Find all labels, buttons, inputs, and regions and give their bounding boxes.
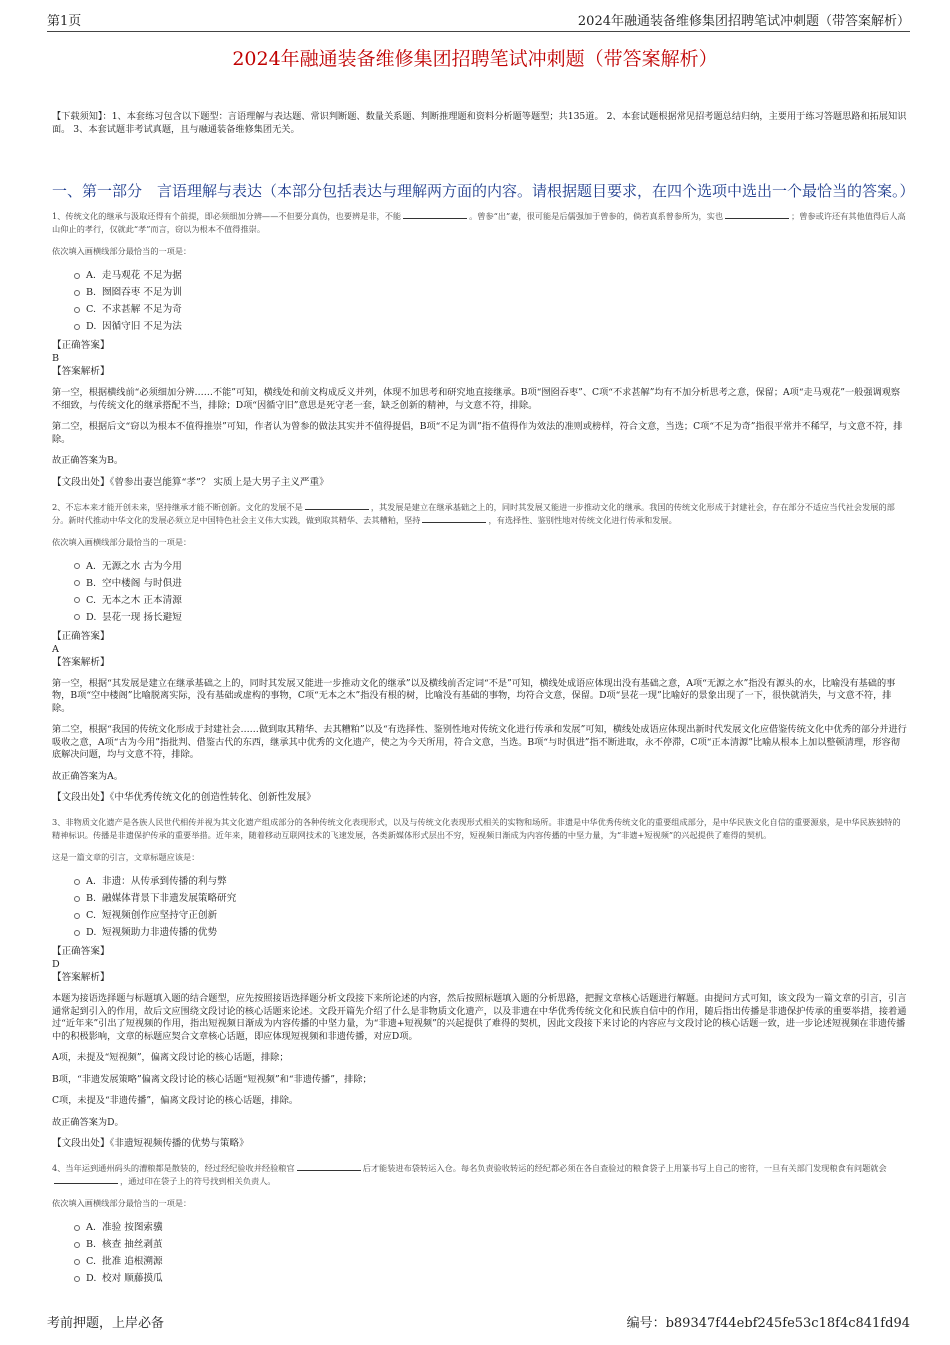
option-text: 融媒体背景下非遗发展策略研究 <box>102 893 237 904</box>
question-prompt: 依次填入画横线部分最恰当的一项是： <box>52 536 192 547</box>
explanation-paragraph: 第一空，根据“其发展是建立在继承基础之上的，同时其发展又能进一步推动文化的继承”以及横线前否定词“不是”可知，横线处成语应体现出没有基础之意，A项“无源之水”指没有源头的水，比喻没有基础的事物，B项“空中楼阁”比喻脱离实际，没有基础或虚构的事物，C项“无本之木”指没有根的树，比喻没有基础的事物，均符合文意，保留。D项“昙花一现”比喻好的景象出现了一下，很快就消失，与文意不符，排除。 <box>52 677 896 714</box>
correct-answer: D <box>52 959 60 970</box>
question-2 <box>52 501 908 805</box>
radio-icon[interactable] <box>74 896 80 902</box>
document-id: 编号：b89347f44ebf245fe53c18f4c841fd94 <box>626 1316 910 1331</box>
radio-icon[interactable] <box>74 324 80 330</box>
answer-blank <box>725 210 789 219</box>
explanation-paragraph: 第二空，根据“我国的传统文化形成于封建社会……做到取其精华、去其糟粕”以及“有选择性、鉴别性地对传统文化进行传承和发展”可知，横线处成语应体现出新时代发展文化应借鉴传统文化中优秀的部分并进行吸收之意，A项“古为今用”指批判、借鉴古代的东西，继承其中优秀的文化遗产，使之为今天所用，符合文意，当选。B项“与时俱进”指不断进取，永不停滞，C项“正本清源”比喻从根本上加以整顿清理，形容彻底解决问题，均与文意不符，排除。 <box>52 724 907 760</box>
radio-icon[interactable] <box>74 913 80 919</box>
question-4 <box>52 1162 908 1287</box>
correct-answer-label: 【正确答案】 <box>52 946 110 957</box>
option-letter: D. <box>86 927 97 938</box>
option-letter: B. <box>86 893 97 904</box>
explanation-paragraph: 故正确答案为B。 <box>52 455 124 466</box>
radio-icon[interactable] <box>74 1225 80 1231</box>
option-text: 短视频助力非遗传播的优势 <box>102 927 218 938</box>
answer-blank <box>403 210 467 219</box>
explanation-paragraph: 故正确答案为D。 <box>52 1116 124 1128</box>
option-c[interactable] <box>74 1253 908 1270</box>
question-prompt: 依次填入画横线部分最恰当的一项是： <box>52 246 192 256</box>
option-list <box>74 267 908 335</box>
option-a[interactable] <box>74 1219 908 1236</box>
question-3 <box>52 816 908 1150</box>
passage-source: 【文段出处】《非遗短视频传播的优势与策略》 <box>52 1138 249 1149</box>
question-text-part: ；曾参或许还有其他值得后人高山仰止的孝行，仅就此“孝”而言，窃以为根本不值得推崇。 <box>52 211 906 234</box>
question-text: 3、非物质文化遗产是各族人民世代相传并视为其文化遗产组成部分的各种传统文化表现形式，以及与传统文化表现形式相关的实物和场所。非遗是中华优秀传统文化的重要组成部分，是中华民族文化自信的重要源泉，是中华民族独特的精神标识。传播是非遗保护传承的重要举措。近年来，随着移动互联网技术的飞速发展，各类新媒体形式层出不穷，短视频日渐成为内容传播的中坚力量，为“非遗+短视频”的兴起提供了难得的契机。 <box>52 817 901 840</box>
option-c[interactable] <box>74 907 908 924</box>
document-body <box>52 110 915 1291</box>
footer-slogan: 考前押题，上岸必备 <box>47 1316 165 1331</box>
option-letter: D. <box>86 1273 97 1284</box>
option-letter: A. <box>86 270 96 281</box>
radio-icon[interactable] <box>74 614 80 620</box>
option-c[interactable] <box>74 592 908 609</box>
page-header <box>47 10 910 32</box>
option-letter: C. <box>86 304 97 315</box>
option-b[interactable] <box>74 1236 908 1253</box>
option-text: 核查 抽丝剥茧 <box>102 1239 163 1250</box>
correct-answer-label: 【正确答案】 <box>52 340 110 351</box>
explanation-paragraph: B项，“非遗发展策略”偏离文段讨论的核心话题“短视频”和“非遗传播”，排除； <box>52 1073 372 1085</box>
option-letter: C. <box>86 1256 97 1267</box>
question-text-part: ，通过印在袋子上的符号找到相关负责人。 <box>120 1176 276 1186</box>
explanation-paragraph: A项，未提及“短视频”，偏离文段讨论的核心话题，排除； <box>52 1052 289 1063</box>
page-footer <box>47 1312 910 1331</box>
option-text: 因循守旧 不足为法 <box>102 321 182 332</box>
option-text: 不求甚解 不足为奇 <box>102 304 182 315</box>
correct-answer: A <box>52 643 59 655</box>
option-letter: C. <box>86 910 97 921</box>
option-list <box>74 558 908 626</box>
option-text: 校对 顺藤摸瓜 <box>102 1273 163 1284</box>
option-list <box>74 1219 908 1287</box>
option-d[interactable] <box>74 609 908 626</box>
answer-blank <box>54 1175 118 1184</box>
option-text: 准验 按图索骥 <box>102 1222 163 1233</box>
analysis-label: 【答案解析】 <box>52 972 110 983</box>
explanation-paragraph: C项，未提及“非遗传播”，偏离文段讨论的核心话题，排除。 <box>52 1095 299 1106</box>
question-text <box>52 210 908 236</box>
radio-icon[interactable] <box>74 1242 80 1248</box>
question-text-part: ，有选择性、鉴别性地对传统文化进行传承和发展。 <box>488 514 677 525</box>
question-text <box>52 501 908 527</box>
option-c[interactable] <box>74 301 908 318</box>
correct-answer: B <box>52 353 60 364</box>
option-letter: A. <box>86 876 96 887</box>
radio-icon[interactable] <box>74 879 80 885</box>
correct-answer-label: 【正确答案】 <box>52 630 110 642</box>
radio-icon[interactable] <box>74 563 80 569</box>
option-letter: B. <box>86 287 97 298</box>
question-prompt: 依次填入画横线部分最恰当的一项是： <box>52 1198 192 1208</box>
option-b[interactable] <box>74 575 908 592</box>
question-text <box>52 1162 908 1188</box>
option-letter: B. <box>86 577 97 589</box>
answer-blank <box>297 1162 361 1171</box>
question-1 <box>52 210 908 489</box>
question-text-part: 。曾参“出”妻，很可能是后儒强加于曾参的，倘若真系曾参所为，实也 <box>469 211 724 221</box>
option-letter: B. <box>86 1239 97 1250</box>
radio-icon[interactable] <box>74 1259 80 1265</box>
option-text: 囫囵吞枣 不足为训 <box>102 287 182 298</box>
option-text: 短视频创作应坚持守正创新 <box>102 910 218 921</box>
option-letter: A. <box>86 560 96 572</box>
option-b[interactable] <box>74 284 908 301</box>
passage-source: 【文段出处】《中华优秀传统文化的创造性转化、创新性发展》 <box>52 792 316 803</box>
option-b[interactable] <box>74 890 908 907</box>
option-d[interactable] <box>74 1270 908 1287</box>
option-text: 昙花一现 扬长避短 <box>102 611 182 623</box>
radio-icon[interactable] <box>74 597 80 603</box>
radio-icon[interactable] <box>74 1276 80 1282</box>
explanation-paragraph: 第二空，根据后文“窃以为根本不值得推崇”可知，作者认为曾参的做法其实并不值得提倡，B项“不足为训”指不值得作为效法的准则或榜样，符合文意，当选；C项“不足为奇”指很平常并不稀罕，与文意不符，排除。 <box>52 421 903 445</box>
option-letter: C. <box>86 594 97 606</box>
option-d[interactable] <box>74 924 908 941</box>
answer-blank <box>305 501 369 510</box>
radio-icon[interactable] <box>74 273 80 279</box>
option-letter: D. <box>86 321 97 332</box>
explanation-paragraph: 第一空，根据横线前“必须细加分辨……不能”可知，横线处和前文构成反义并列，体现不加思考和研究地直接继承。B项“囫囵吞枣”、C项“不求甚解”均有不加分析思考之意，保留；A项“走马观花”一般强调观察不细致，与传统文化的继承搭配不当，排除；D项“因循守旧”意思是死守老一套，缺乏创新的精神，与文意不符，排除。 <box>52 387 901 411</box>
analysis-label: 【答案解析】 <box>52 656 110 668</box>
option-a[interactable] <box>74 267 908 284</box>
radio-icon[interactable] <box>74 930 80 936</box>
question-text-part: 4、当年运到通州码头的漕粮都是散装的，经过经纪验收并经验粮官 <box>52 1163 295 1173</box>
option-text: 无源之水 古为今用 <box>102 560 182 572</box>
option-d[interactable] <box>74 318 908 335</box>
radio-icon[interactable] <box>74 307 80 313</box>
question-text-part: 后才能装进布袋转运入仓。每名负责验收转运的经纪都必须在各自查验过的粮食袋子上用篆书写上自己的密符，一旦有关部门发现粮食有问题就会 <box>362 1163 887 1173</box>
option-a[interactable] <box>74 558 908 575</box>
question-text-part: 2、不忘本来才能开创未来，坚持继承才能不断创新。文化的发展不是 <box>52 501 303 512</box>
option-text: 批准 追根溯源 <box>102 1256 163 1267</box>
document-title: 2024年融通装备维修集团招聘笔试冲刺题（带答案解析） <box>232 48 718 70</box>
explanation-paragraph: 故正确答案为A。 <box>52 770 123 782</box>
explanation-paragraph: 本题为接语选择题与标题填入题的结合题型，应先按照接语选择题分析文段接下来所论述的内容，然后按照标题填入题的分析思路，把握文章核心话题进行解题。由提问方式可知，该文段为一篇文章的引言，引言通常起到引入的作用，故后文应围绕文段讨论的核心话题来论述。文段开篇先介绍了什么是非物质文化遗产，以及非遗在中华优秀传统文化和民族自信中的作用，随后指出传播是非遗保护传承的重要举措，接着通过“近年来”引出了短视频的作用，指出短视频日渐成为内容传播的中坚力量，为“非遗+短视频”的兴起提供了难得的契机，因此文段接下来讨论的内容应与文段讨论的核心话题一致，进一步论述短视频在非遗传播中的积极影响，文章的标题应契合文章核心话题，即应体现短视频和非遗传播，对应D项。 <box>52 993 907 1042</box>
option-list <box>74 873 908 941</box>
answer-blank <box>422 514 486 523</box>
passage-source: 【文段出处】《曾参出妻岂能算“孝”？ 实质上是大男子主义严重》 <box>52 476 329 488</box>
analysis-label: 【答案解析】 <box>52 366 110 377</box>
option-text: 无本之木 正本清源 <box>102 594 182 606</box>
section-heading: 一、第一部分 言语理解与表达（本部分包括表达与理解两方面的内容。请根据题目要求，在四个选项中选出一个最恰当的答案。） <box>52 182 915 200</box>
page-number: 第1页 <box>47 14 82 29</box>
option-text: 走马观花 不足为据 <box>102 270 182 281</box>
option-a[interactable] <box>74 873 908 890</box>
question-prompt: 这是一篇文章的引言，文章标题应该是： <box>52 852 200 862</box>
radio-icon[interactable] <box>74 580 80 586</box>
download-notice: 【下载须知】：1、本套练习包含以下题型：言语理解与表达题、常识判断题、数量关系题、判断推理题和资料分析题等题型；共135道。 2、本套试题根据常见招考题总结归纳，主要用于练习答题思路和拓展知识面。 3、本套试题非考试真题，且与融通装备维修集团无关。 <box>52 111 907 135</box>
option-letter: D. <box>86 611 97 623</box>
option-text: 空中楼阁 与时俱进 <box>102 577 182 589</box>
question-text-part: 1、传统文化的继承与汲取还得有个前提，即必须细加分辨——不但要分真伪，也要辨是非，不能 <box>52 211 402 221</box>
radio-icon[interactable] <box>74 290 80 296</box>
question-text-part: ，其发展是建立在继承基础之上的，同时其发展又能进一步推动文化的继承。我国的传统文化形成于封建社会，存在部分不适应当代社会发展的部分。新时代推动中华文化的发展必须立足中国特色社会主义伟大实践，做到取其精华、去其糟粕，坚持 <box>52 501 895 525</box>
option-text: 非遗：从传承到传播的利与弊 <box>102 876 227 887</box>
option-letter: A. <box>86 1222 96 1233</box>
header-doc-title: 2024年融通装备维修集团招聘笔试冲刺题（带答案解析） <box>577 14 910 29</box>
